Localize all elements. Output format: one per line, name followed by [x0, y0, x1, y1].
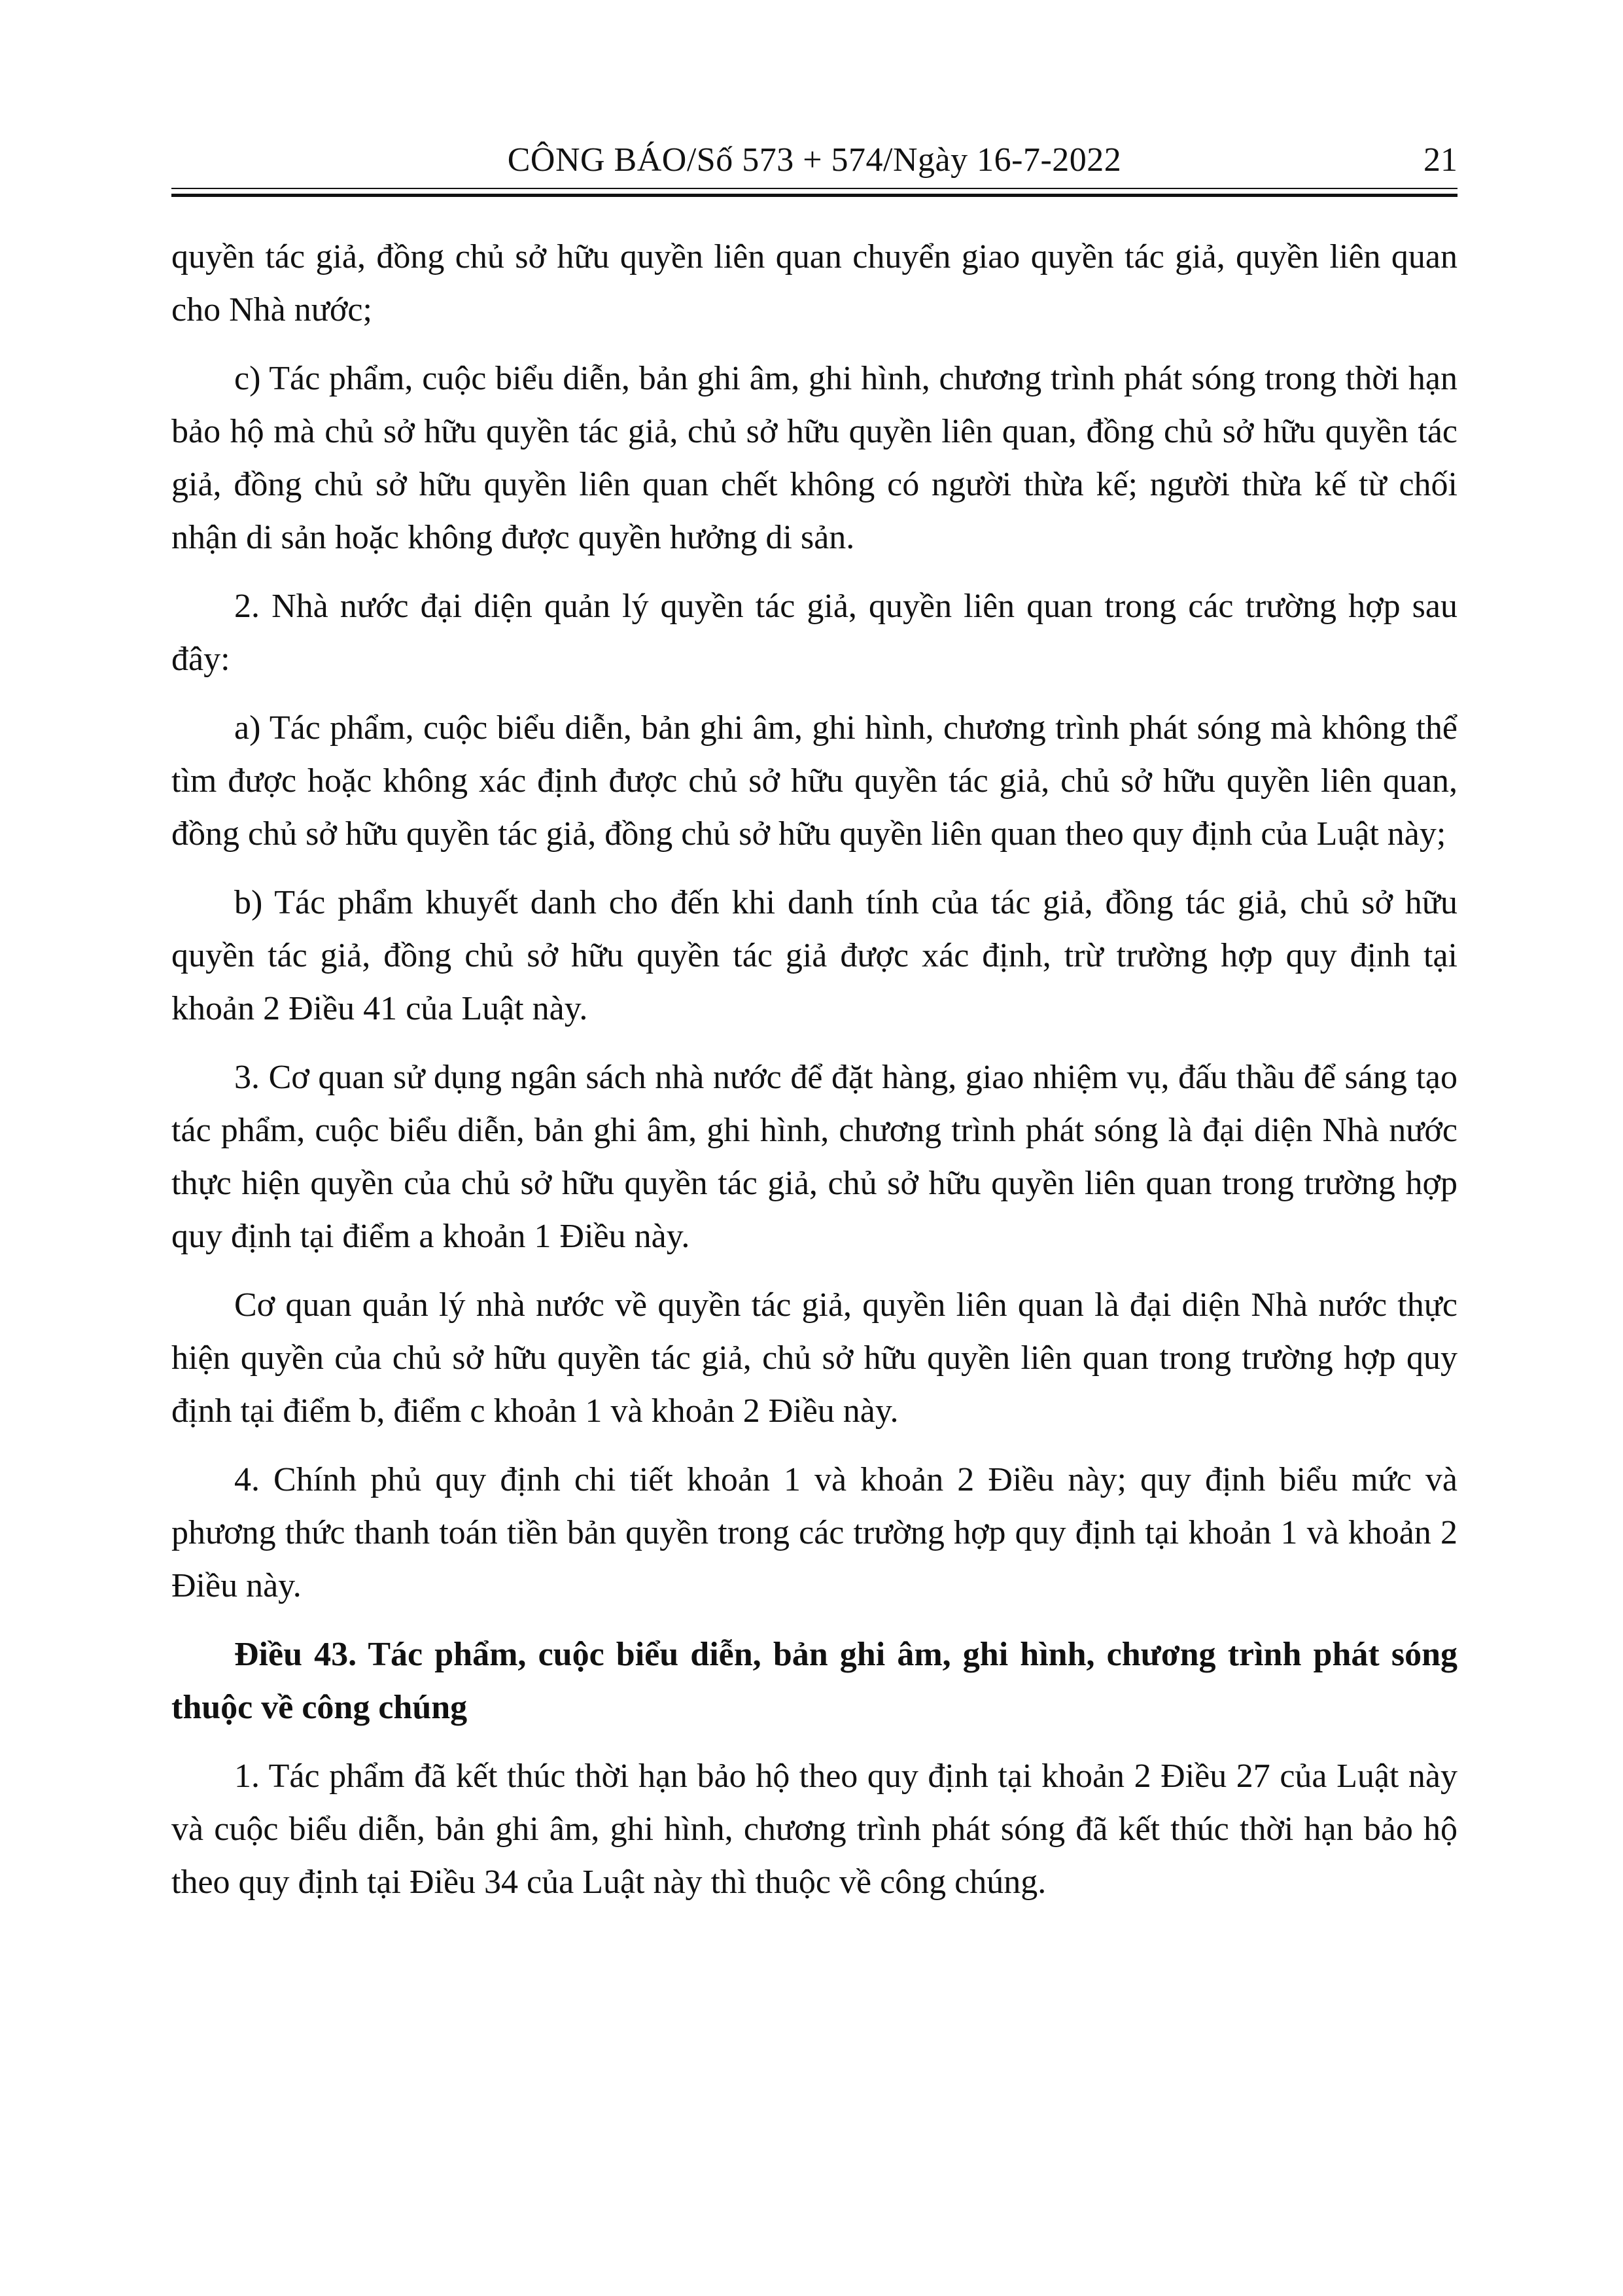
paragraph-continuation: quyền tác giả, đồng chủ sở hữu quyền liên quan chuyển giao quyền tác giả, quyền liên quan cho Nhà nước;	[171, 238, 1457, 328]
paragraph-clause-3: 3. Cơ quan sử dụng ngân sách nhà nước để đặt hàng, giao nhiệm vụ, đấu thầu để sáng tạo tác phẩm, cuộc biểu diễn, bản ghi âm, ghi hình, chương trình phát sóng là đại diện Nhà nước thực hiện quyền của chủ sở hữu quyền tác giả, chủ sở hữu quyền liên quan trong trường hợp quy định tại điểm a khoản 1 Điều này.	[171, 1059, 1457, 1255]
paragraph-article-43-clause-1: 1. Tác phẩm đã kết thúc thời hạn bảo hộ theo quy định tại khoản 2 Điều 27 của Luật này và cuộc biểu diễn, bản ghi âm, ghi hình, chương trình phát sóng đã kết thúc thời hạn bảo hộ theo quy định tại Điều 34 của Luật này thì thuộc về công chúng.	[171, 1757, 1457, 1901]
page-number: 21	[1423, 141, 1457, 179]
document-body	[171, 230, 1457, 1924]
paragraph-point-c: c) Tác phẩm, cuộc biểu diễn, bản ghi âm, ghi hình, chương trình phát sóng trong thời hạn bảo hộ mà chủ sở hữu quyền tác giả, chủ sở hữu quyền liên quan, đồng chủ sở hữu quyền tác giả, đồng chủ sở hữu quyền liên quan chết không có người thừa kế; người thừa kế từ chối nhận di sản hoặc không được quyền hưởng di sản.	[171, 360, 1457, 556]
paragraph-point-b: b) Tác phẩm khuyết danh cho đến khi danh tính của tác giả, đồng tác giả, chủ sở hữu quyền tác giả, đồng chủ sở hữu quyền tác giả được xác định, trừ trường hợp quy định tại khoản 2 Điều 41 của Luật này.	[171, 884, 1457, 1027]
article-43-heading: Điều 43. Tác phẩm, cuộc biểu diễn, bản ghi âm, ghi hình, chương trình phát sóng thuộc về công chúng	[171, 1636, 1457, 1726]
paragraph-point-a: a) Tác phẩm, cuộc biểu diễn, bản ghi âm, ghi hình, chương trình phát sóng mà không thể tìm được hoặc không xác định được chủ sở hữu quyền tác giả, chủ sở hữu quyền liên quan, đồng chủ sở hữu quyền tác giả, đồng chủ sở hữu quyền liên quan theo quy định của Luật này;	[171, 709, 1457, 853]
header-rule-thick	[171, 194, 1457, 197]
header-rule-thin	[171, 188, 1457, 189]
paragraph-clause-3-continued: Cơ quan quản lý nhà nước về quyền tác giả, quyền liên quan là đại diện Nhà nước thực hiện quyền của chủ sở hữu quyền tác giả, chủ sở hữu quyền liên quan trong trường hợp quy định tại điểm b, điểm c khoản 1 và khoản 2 Điều này.	[171, 1286, 1457, 1430]
gazette-title: CÔNG BÁO/Số 573 + 574/Ngày 16-7-2022	[507, 141, 1122, 179]
paragraph-clause-4: 4. Chính phủ quy định chi tiết khoản 1 và khoản 2 Điều này; quy định biểu mức và phương thức thanh toán tiền bản quyền trong các trường hợp quy định tại khoản 1 và khoản 2 Điều này.	[171, 1461, 1457, 1604]
page-header	[171, 134, 1457, 186]
paragraph-clause-2: 2. Nhà nước đại diện quản lý quyền tác giả, quyền liên quan trong các trường hợp sau đây:	[171, 588, 1457, 678]
